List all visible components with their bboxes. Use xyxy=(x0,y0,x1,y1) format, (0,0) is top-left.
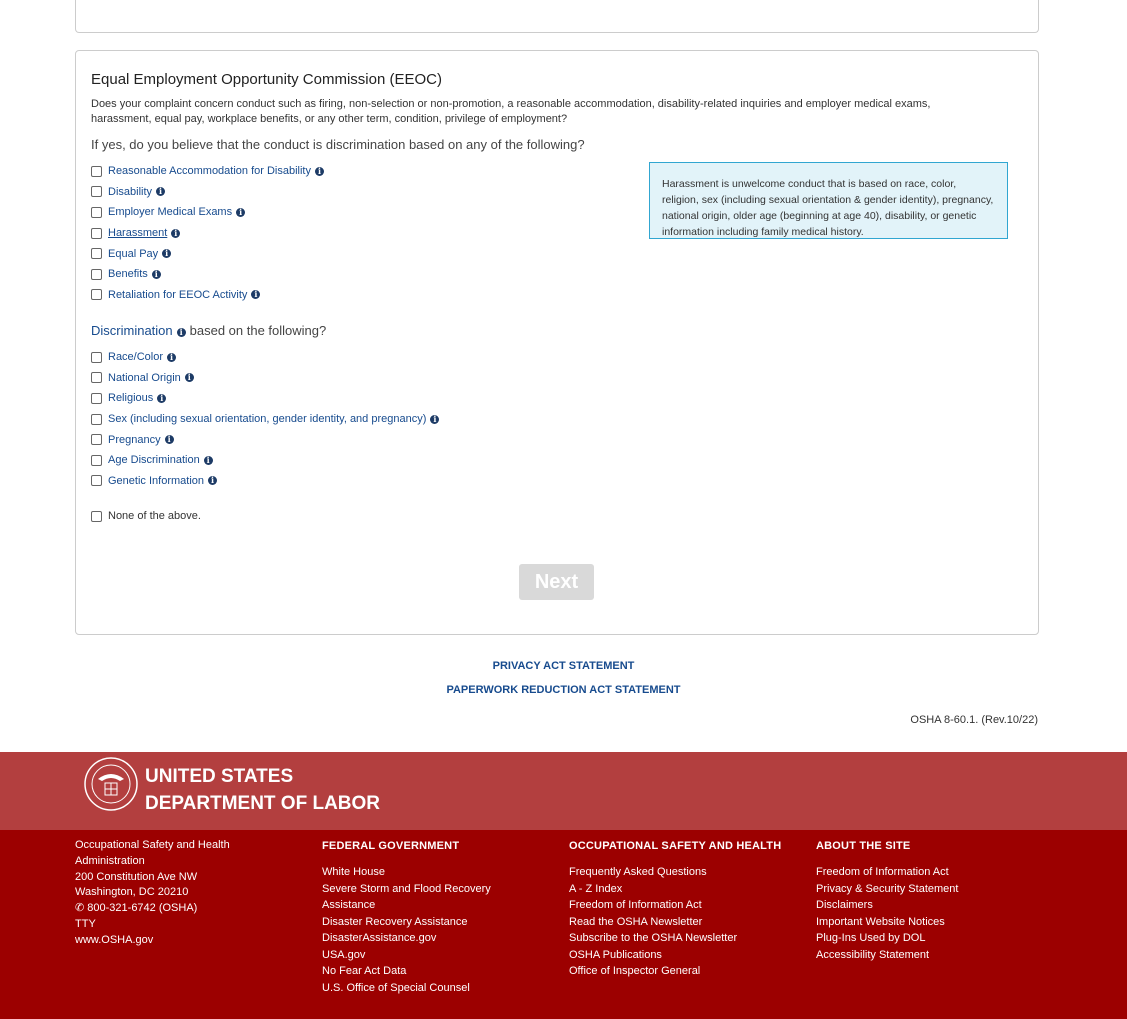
info-icon[interactable]: i xyxy=(171,229,180,238)
checkbox[interactable] xyxy=(91,186,102,197)
checkbox[interactable] xyxy=(91,434,102,445)
footer-link[interactable]: Accessibility Statement xyxy=(816,948,930,961)
info-icon[interactable]: i xyxy=(157,394,166,403)
footer-link[interactable]: Frequently Asked Questions xyxy=(569,866,707,878)
info-icon[interactable]: i xyxy=(165,435,174,444)
footer-link[interactable]: Office of Inspector General xyxy=(569,965,701,977)
discrimination-link[interactable]: Discrimination xyxy=(91,323,173,338)
checkbox[interactable] xyxy=(91,248,102,259)
phone-line[interactable]: ✆ 800-321-6742 (OSHA) xyxy=(75,902,198,915)
footer-osha: OCCUPATIONAL SAFETY AND HEALTH Frequently Asked Questions A - Z Index Freedom of Information Act Read the OSHA Newsletter Subscribe to the OSHA Newsletter OSHA Publications Office of Inspector General xyxy=(569,838,799,980)
option-race-color[interactable]: Race/Color i xyxy=(91,347,439,368)
footer-link[interactable]: No Fear Act Data xyxy=(322,965,407,977)
paperwork-reduction-link[interactable]: PAPERWORK REDUCTION ACT STATEMENT xyxy=(446,684,681,696)
footer-link[interactable]: Freedom of Information Act xyxy=(816,866,949,878)
info-icon[interactable]: i xyxy=(204,456,213,465)
phone-icon: ✆ xyxy=(75,902,85,915)
option-equal-pay[interactable]: Equal Pay i xyxy=(91,243,324,264)
checkbox[interactable] xyxy=(91,228,102,239)
option-harassment[interactable]: Harassment i xyxy=(91,223,324,244)
info-icon[interactable]: i xyxy=(167,353,176,362)
option-reasonable-accommodation[interactable]: Reasonable Accommodation for Disability i xyxy=(91,161,324,182)
option-religious[interactable]: Religious i xyxy=(91,388,439,409)
info-icon[interactable]: i xyxy=(208,476,217,485)
option-age[interactable]: Age Discrimination i xyxy=(91,450,439,471)
footer-link[interactable]: Read the OSHA Newsletter xyxy=(569,915,703,928)
panel-description: Does your complaint concern conduct such as firing, non-selection or non-promotion, a reasonable accommodation, disability-related inquiries and employer medical exams, harassment, equal pay, workplace benefits, or any other term, condition, privilege of employment? xyxy=(91,98,931,125)
previous-panel xyxy=(75,0,1039,33)
info-icon[interactable]: i xyxy=(152,270,161,279)
checkbox[interactable] xyxy=(91,393,102,404)
checkbox[interactable] xyxy=(91,352,102,363)
info-icon[interactable]: i xyxy=(251,290,260,299)
privacy-act-link[interactable]: PRIVACY ACT STATEMENT xyxy=(492,660,635,672)
checkbox[interactable] xyxy=(91,414,102,425)
checkbox[interactable] xyxy=(91,289,102,300)
discrimination-heading: Discrimination i based on the following? xyxy=(91,323,327,338)
checkbox[interactable] xyxy=(91,207,102,218)
option-genetic-information[interactable]: Genetic Information i xyxy=(91,471,439,492)
info-icon[interactable]: i xyxy=(236,208,245,217)
checkbox[interactable] xyxy=(91,269,102,280)
footer-link[interactable]: Important Website Notices xyxy=(816,915,945,928)
footer-link[interactable]: A - Z Index xyxy=(569,882,623,895)
eeoc-panel xyxy=(75,50,1039,635)
footer-link[interactable]: USA.gov xyxy=(322,948,366,961)
info-icon[interactable]: i xyxy=(315,167,324,176)
footer-address: Occupational Safety and Health Administration 200 Constitution Ave NW Washington, DC 20210 ✆ 800-321-6742 (OSHA) TTY www.OSHA.gov xyxy=(75,838,250,949)
footer-link[interactable]: Disaster Recovery Assistance xyxy=(322,915,468,928)
panel-title: Equal Employment Opportunity Commission (EEOC) xyxy=(91,71,442,88)
form-number: OSHA 8-60.1. (Rev.10/22) xyxy=(910,714,1038,726)
checkbox[interactable] xyxy=(91,166,102,177)
footer-link[interactable]: Freedom of Information Act xyxy=(569,899,702,911)
footer-link[interactable]: Subscribe to the OSHA Newsletter xyxy=(569,932,738,944)
footer-link[interactable]: DisasterAssistance.gov xyxy=(322,932,437,944)
harassment-tooltip: Harassment is unwelcome conduct that is based on race, color, religion, sex (including sexual orientation & gender identity), pregnancy, national origin, older age (beginning at age 40), disability, or genetic information including family medical history. xyxy=(649,162,1008,239)
option-none-of-the-above[interactable]: None of the above. xyxy=(91,510,201,522)
footer-link[interactable]: OSHA Publications xyxy=(569,948,662,961)
info-icon[interactable]: i xyxy=(156,187,165,196)
option-disability[interactable]: Disability i xyxy=(91,182,324,203)
footer-link[interactable]: Privacy & Security Statement xyxy=(816,882,959,895)
footer-link[interactable]: Disclaimers xyxy=(816,899,873,911)
option-retaliation[interactable]: Retaliation for EEOC Activity i xyxy=(91,285,324,306)
footer-link[interactable]: U.S. Office of Special Counsel xyxy=(322,981,470,994)
dol-name[interactable]: UNITED STATES DEPARTMENT OF LABOR xyxy=(145,766,381,814)
option-pregnancy[interactable]: Pregnancy i xyxy=(91,429,439,450)
footer-federal-government: FEDERAL GOVERNMENT White House Severe Storm and Flood Recovery Assistance Disaster Recovery Assistance DisasterAssistance.gov USA.gov No Fear Act Data U.S. Office of Special Counsel xyxy=(322,838,522,996)
conduct-question: If yes, do you believe that the conduct is discrimination based on any of the following? xyxy=(91,137,585,152)
info-icon[interactable]: i xyxy=(177,328,186,337)
option-employer-medical-exams[interactable]: Employer Medical Exams i xyxy=(91,202,324,223)
footer-link[interactable]: Severe Storm and Flood Recovery Assistance xyxy=(322,882,491,911)
footer-about-site: ABOUT THE SITE Freedom of Information Act Privacy & Security Statement Disclaimers Important Website Notices Plug-Ins Used by DOL Accessibility Statement xyxy=(816,838,1036,963)
conduct-options xyxy=(91,161,324,305)
option-sex[interactable]: Sex (including sexual orientation, gender identity, and pregnancy) i xyxy=(91,409,439,430)
option-national-origin[interactable]: National Origin i xyxy=(91,368,439,389)
checkbox[interactable] xyxy=(91,511,102,522)
footer-link[interactable]: White House xyxy=(322,866,385,878)
dol-seal-icon xyxy=(84,757,138,811)
checkbox[interactable] xyxy=(91,455,102,466)
info-icon[interactable]: i xyxy=(430,415,439,424)
option-benefits[interactable]: Benefits i xyxy=(91,264,324,285)
checkbox[interactable] xyxy=(91,475,102,486)
checkbox[interactable] xyxy=(91,372,102,383)
next-button[interactable]: Next xyxy=(519,564,594,600)
discrimination-options xyxy=(91,347,439,491)
info-icon[interactable]: i xyxy=(162,249,171,258)
info-icon[interactable]: i xyxy=(185,373,194,382)
footer-link[interactable]: Plug-Ins Used by DOL xyxy=(816,932,926,944)
